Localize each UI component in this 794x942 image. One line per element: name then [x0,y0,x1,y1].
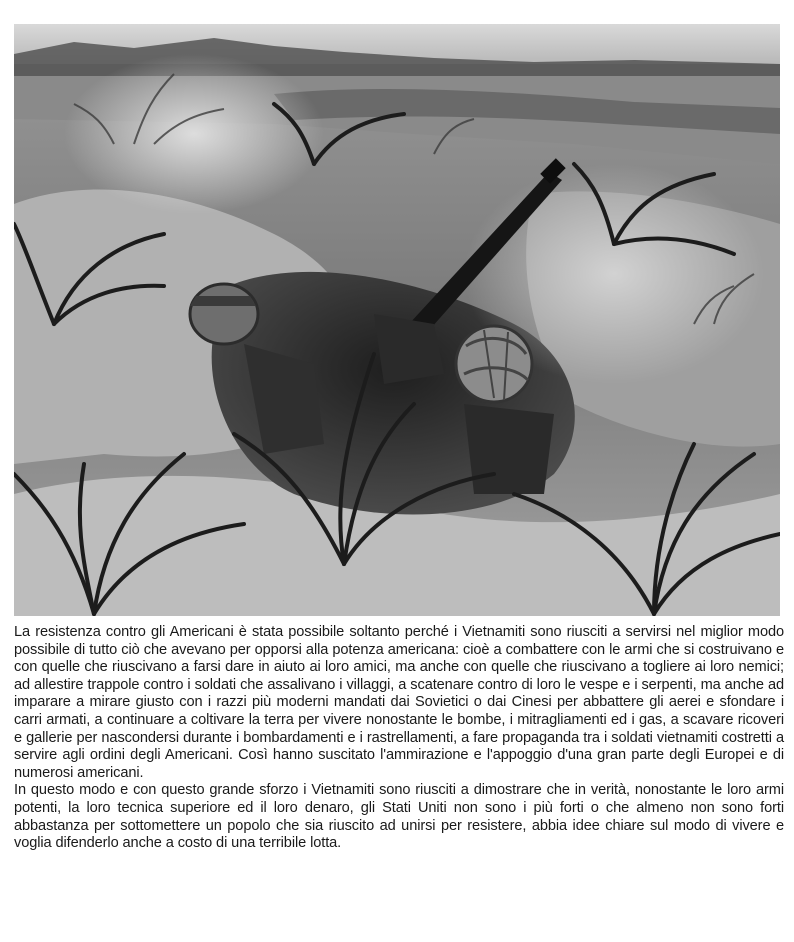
helmet-left [190,284,258,344]
caption-text [14,624,784,853]
soldier-body-right [464,404,554,494]
gun-body [374,314,444,384]
smoke-cloud-left [64,54,324,214]
photo-illustration [14,24,780,616]
helmet-left-brim [190,296,256,306]
trench-photograph [14,24,780,616]
caption-paragraph-2: In questo modo e con questo grande sforzo i Vietnamiti sono riusciti a dimostrare che in verità, nonostante le loro armi potenti, la loro tecnica superiore ed il loro denaro, gli Stati Uniti non sono i più forti o che almeno non sono forti abbastanza per sottomettere un popolo che sia riuscito ad unirsi per resistere, abbia idee chiare sul modo di vivere e voglia difenderlo anche a costo di una terribile lotta. [14,782,784,852]
caption-paragraph-1: La resistenza contro gli Americani è stata possibile soltanto perché i Vietnamiti sono riusciti a servirsi nel miglior modo possibile di tutto ciò che avevano per opporsi alla potenza americana: cioè a combattere con le armi che si costruivano e con quelle che riuscivano a farsi dare in aiuto ai loro amici, ma anche con quelle che riuscivano a togliere ai loro nemici; ad allestire trappole contro i soldati che assalivano i villaggi, a scatenare contro di loro le vespe e i serpenti, ma anche ad imparare a mirare giusto con i razzi più moderni mandati dai Sovietici o dai Cinesi per abbattere gli aerei e sfondare i carri armati, a continuare a coltivare la terra per vivere nonostante le bombe, i mitragliamenti ed i gas, a scavare ricoveri e gallerie per nascondersi durante i bombardamenti e i rastrellamenti, a fare propaganda tra i soldati vietnamiti costretti a servire agli ordini degli Americani. Così hanno suscitato l'ammirazione e l'appoggio d'una gran parte degli Europei e di numerosi americani. [14,624,784,781]
